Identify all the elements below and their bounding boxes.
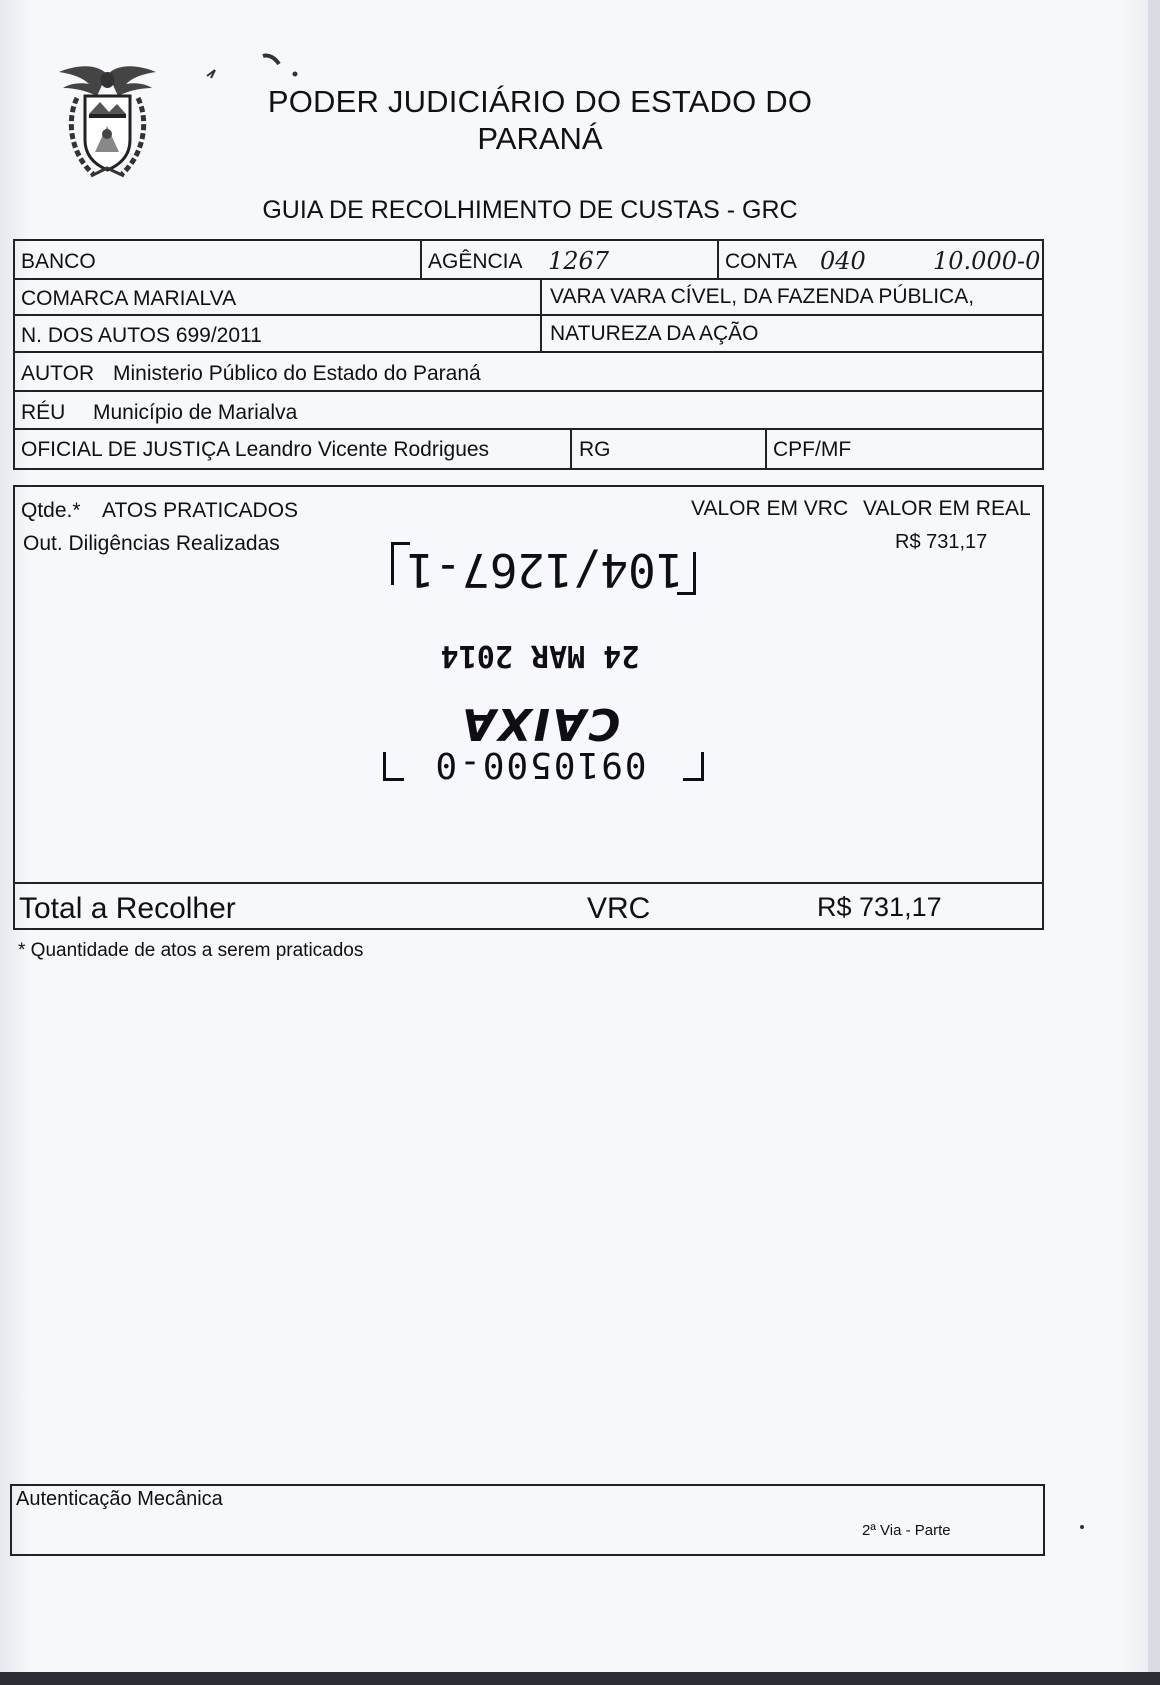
total-real-value: R$ 731,17 <box>817 892 942 922</box>
action-nature-field: NATUREZA DA AÇÃO <box>550 322 759 345</box>
form-title: GUIA DE RECOLHIMENTO DE CUSTAS - GRC <box>262 196 798 224</box>
comarca-field: COMARCA MARIALVA <box>21 287 237 310</box>
stamp-reference: 104/1267-1 <box>406 543 684 597</box>
account-label: CONTA <box>725 250 797 273</box>
defendant-label: RÉU <box>21 401 66 424</box>
bailiff-field: OFICIAL DE JUSTIÇA Leandro Vicente Rodrigues <box>21 438 490 461</box>
bank-payment-stamp <box>380 525 710 785</box>
plaintiff-value: Ministerio Público do Estado do Paraná <box>113 362 481 385</box>
account-handwritten-number: 10.000-0 <box>933 247 1041 275</box>
mechanical-authentication-box <box>10 1484 1045 1556</box>
scanner-strip <box>0 1672 1160 1685</box>
cpf-label: CPF/MF <box>773 438 852 461</box>
acts-header: ATOS PRATICADOS <box>102 499 299 522</box>
stamp-code: 0910500-0 <box>433 744 647 785</box>
act-row-label: Out. Diligências Realizadas <box>23 532 280 555</box>
stamp-bank-name: CAIXA <box>459 698 621 749</box>
agency-label: AGÊNCIA <box>428 250 523 273</box>
defendant-value: Município de Marialva <box>93 401 298 424</box>
case-info-table <box>13 239 1044 470</box>
total-label: Total a Recolher <box>19 892 236 925</box>
footnote: * Quantidade de atos a serem praticados <box>18 940 364 961</box>
page-edge-shadow <box>1148 0 1160 1685</box>
real-value-header: VALOR EM REAL <box>863 497 1031 520</box>
vrc-value-header: VALOR EM VRC <box>691 497 849 520</box>
plaintiff-label: AUTOR <box>21 362 95 385</box>
stamp-date: 24 MAR 2014 <box>440 638 640 673</box>
account-handwritten: 040 <box>820 247 866 275</box>
parana-coat-of-arms-icon <box>55 62 160 187</box>
vara-field: VARA VARA CÍVEL, DA FAZENDA PÚBLICA, <box>550 285 975 308</box>
court-title-line2: PARANÁ <box>477 121 603 156</box>
quantity-header: Qtde.* <box>21 499 81 522</box>
handwritten-mark-icon <box>205 48 315 83</box>
stray-mark <box>1080 1525 1084 1529</box>
copy-via-label: 2ª Via - Parte <box>862 1522 951 1539</box>
auth-label: Autenticação Mecânica <box>16 1488 223 1510</box>
case-number-field: N. DOS AUTOS 699/2011 <box>21 324 262 347</box>
rg-label: RG <box>579 438 611 461</box>
court-title-line1: PODER JUDICIÁRIO DO ESTADO DO <box>267 84 813 119</box>
act-row-real-value: R$ 731,17 <box>895 531 988 553</box>
bank-label: BANCO <box>21 250 96 273</box>
total-vrc: VRC <box>587 892 651 925</box>
agency-handwritten: 1267 <box>548 247 610 275</box>
